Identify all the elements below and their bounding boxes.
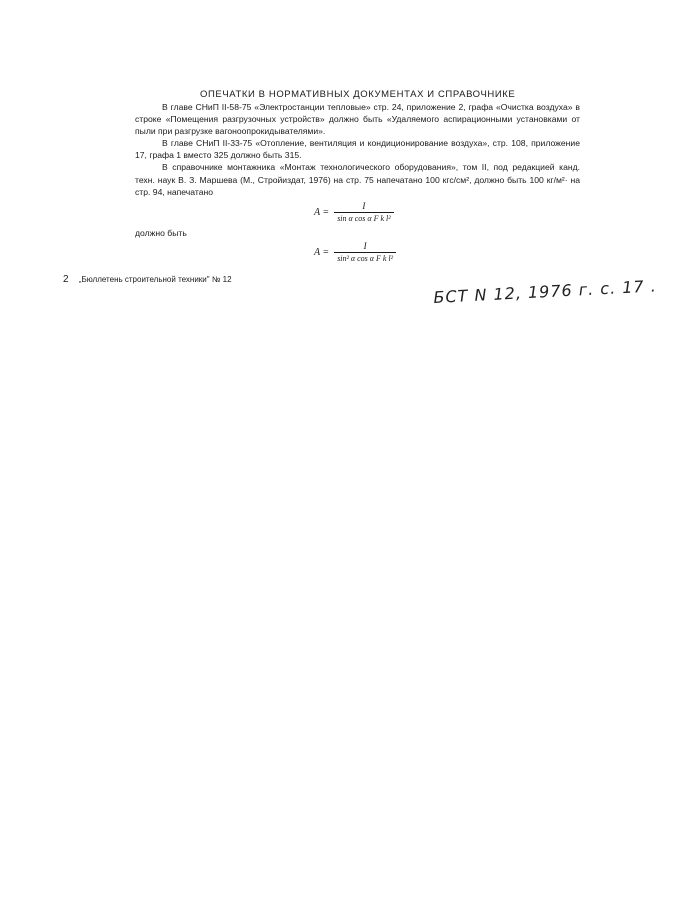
- formula-printed-fraction: [334, 201, 393, 224]
- formula-printed-denominator: sin α cos α F k l²: [337, 214, 391, 223]
- page-number: 2: [63, 274, 69, 285]
- handwritten-reference-note: БСТ N 12, 1976 г. с. 17 .: [433, 276, 658, 307]
- formula-printed-numerator: I: [362, 201, 366, 211]
- body-text: [135, 101, 580, 198]
- document-title: ОПЕЧАТКИ В НОРМАТИВНЫХ ДОКУМЕНТАХ И СПРАВОЧНИКЕ: [200, 89, 516, 100]
- formula-printed: [314, 201, 394, 224]
- formula-correct: [314, 241, 396, 264]
- paragraph-errata-2: В главе СНиП II-33-75 «Отопление, вентиляция и кондиционирование воздуха», стр. 108, приложение 17, графа 1 вместо 325 должно быть 315.: [135, 138, 580, 161]
- formula-correct-denominator: sin² α cos α F k l²: [337, 254, 394, 263]
- formula-correct-lhs: A =: [314, 247, 330, 258]
- paragraph-errata-3: В справочнике монтажника «Монтаж технологического оборудования», том II, под редакцией канд. техн. наук В. З. Маршева (М., Стройиздат, 1976) на стр. 75 напечатано 100 кгс/см², должно быть 100 кг/м²· на стр. 94, напечатано: [135, 162, 580, 197]
- formula-correct-numerator: I: [363, 241, 367, 251]
- journal-name: „Бюллетень строительной техники" № 12: [78, 275, 232, 284]
- page-footer: [63, 274, 232, 285]
- formula-printed-lhs: A =: [314, 207, 330, 218]
- paragraph-errata-1: В главе СНиП II-58-75 «Электростанции тепловые» стр. 24, приложение 2, графа «Очистка воздуха» в строке «Помещения разгрузочных устройств» должно быть «Удаляемого аспирационными установками от пыли при разгрузке вагоноопрокидывателями».: [135, 102, 580, 137]
- should-be-label: должно быть: [135, 228, 187, 238]
- formula-correct-fraction: [334, 241, 396, 264]
